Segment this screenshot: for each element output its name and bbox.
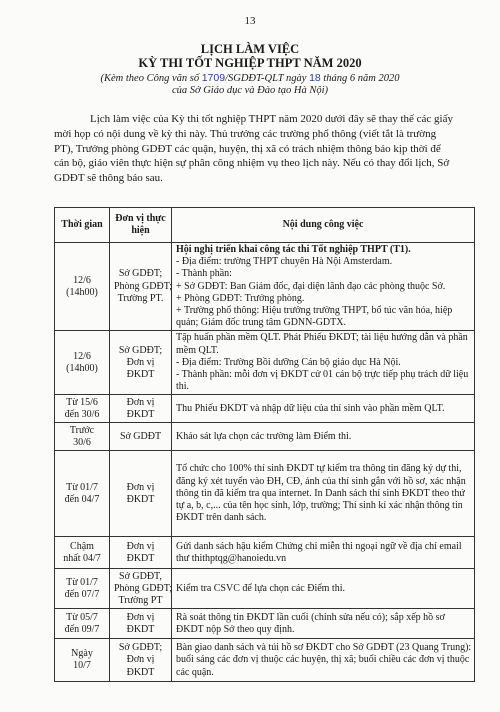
table-row	[55, 423, 475, 451]
unit-cell-line: Đơn vị	[126, 654, 155, 666]
unit-cell-line: Đơn vị	[126, 481, 155, 493]
reference-number: 1709	[201, 72, 226, 84]
time-cell	[55, 331, 110, 395]
time-cell	[55, 395, 110, 423]
content-cell-line: Gửi danh sách hậu kiểm Chứng chỉ miễn thi ngoại ngữ về địa chỉ email	[176, 540, 462, 552]
content-cell-line: mềm QLT.	[176, 344, 219, 356]
content-cell-line: thi.	[176, 381, 190, 393]
table-row	[55, 395, 475, 423]
content-cell-line: quản; Giám đốc trung tâm GDNN-GDTX.	[176, 317, 346, 329]
unit-cell	[110, 423, 172, 451]
content-cell-line: - Địa điểm: Trường Bồi dưỡng Cán bộ giáo dục Hà Nội.	[176, 356, 401, 368]
unit-cell-line: Trường PT	[118, 595, 163, 607]
time-cell	[55, 639, 110, 682]
reference-line	[0, 72, 500, 84]
content-cell-line: tự a, b, c,... của tên học sinh, lớp, trường; Thí sinh kí xác nhận thông tin	[176, 500, 463, 512]
page-number: 13	[244, 15, 256, 27]
intro-paragraph	[54, 112, 474, 186]
unit-cell-line: Sở GDĐT	[119, 430, 162, 442]
content-cell-line: các quận.	[176, 666, 214, 678]
table-row	[55, 609, 475, 639]
content-title: Hội nghị triển khai công tác thi Tốt nghiệp THPT (T1).	[176, 244, 411, 255]
time-cell	[55, 537, 110, 569]
intro-line: Lịch làm việc của Kỳ thi tốt nghiệp THPT năm 2020 dưới đây sẽ thay thế các giấy	[90, 113, 453, 125]
unit-cell-line: Sở GDĐT;	[118, 344, 163, 356]
content-cell-line: - Địa điểm: trường THPT chuyên Hà Nội Amsterdam.	[176, 256, 393, 268]
content-cell-line: ĐKDT nộp Sở theo quy định.	[176, 623, 295, 635]
time-cell-line: Từ 01/7	[66, 481, 98, 493]
unit-cell-line: Sở GDĐT;	[118, 642, 163, 654]
time-cell	[55, 243, 110, 331]
unit-cell	[110, 609, 172, 639]
content-cell	[172, 639, 475, 682]
content-cell-line: - Thành phần: mỗi đơn vị ĐKDT cử 01 cán bộ trực tiếp phụ trách dữ liệu	[176, 369, 469, 381]
unit-cell-line: Đơn vị	[126, 611, 155, 623]
unit-cell-line: Đơn vị	[126, 356, 155, 368]
content-cell-line: Tổ chức cho 100% thí sinh ĐKDT tự kiểm tra thông tin đăng ký dự thi,	[176, 463, 462, 475]
table-row	[55, 331, 475, 395]
content-cell	[172, 395, 475, 423]
time-cell-line: đến 04/7	[64, 493, 100, 505]
time-cell-line: (14h00)	[66, 286, 98, 298]
document-subtitle: KỲ THI TỐT NGHIỆP THPT NĂM 2020	[138, 56, 362, 70]
content-cell-line: Kiểm tra CSVC để lựa chọn các Điểm thi.	[176, 582, 345, 594]
intro-line: cán bộ, giáo viên thực hiện sự phân công nhiệm vụ theo lịch này. Nếu có thay đổi lịch, Sở	[54, 157, 450, 170]
content-cell	[172, 609, 475, 639]
content-cell-line: - Thành phần:	[176, 268, 232, 280]
time-cell-line: Từ 01/7	[66, 576, 98, 588]
content-cell-line: đăng ký xét tuyển vào ĐH, CĐ, ảnh của thí sinh gắn với hồ sơ, xác nhận	[176, 475, 466, 487]
time-cell	[55, 451, 110, 537]
time-cell-line: 30/6	[73, 436, 91, 448]
unit-cell	[110, 331, 172, 395]
time-cell-line: (14h00)	[66, 362, 98, 374]
unit-cell	[110, 569, 172, 609]
unit-cell-line: Sở GDĐT,	[119, 570, 162, 582]
unit-cell	[110, 395, 172, 423]
time-cell-line: 12/6	[73, 274, 91, 286]
unit-cell	[110, 451, 172, 537]
header-time: Thời gian	[55, 208, 110, 243]
unit-cell	[110, 537, 172, 569]
unit-cell-line: Phòng GDĐT;	[114, 280, 173, 292]
content-cell-line: Rà soát thông tin ĐKDT lần cuối (chỉnh sửa nếu có); sắp xếp hồ sơ	[176, 611, 445, 623]
unit-cell-line: Đơn vị	[126, 396, 155, 408]
intro-line: GDĐT sẽ thông báo sau.	[54, 172, 163, 185]
reference-code: /SGDĐT-QLT ngày	[225, 73, 310, 84]
time-cell	[55, 609, 110, 639]
time-cell-line: đến 30/6	[64, 408, 100, 420]
header-content: Nội dung công việc	[172, 208, 475, 243]
reference-prefix: (Kèm theo Công văn số	[100, 73, 202, 84]
header-unit: Đơn vị thực hiện	[110, 208, 172, 243]
reference-issuer: của Sở Giáo dục và Đào tạo Hà Nội)	[171, 85, 329, 96]
content-cell	[172, 331, 475, 395]
unit-cell-line: ĐKDT	[126, 493, 155, 505]
reference-date: tháng 6 năm 2020	[320, 73, 400, 84]
time-cell-line: Từ 05/7	[66, 611, 98, 623]
content-cell	[172, 451, 475, 537]
intro-line: mời họp có nội dung về kỳ thi này. Thủ trưởng các trường phổ thông (viết tắt là trường	[54, 127, 437, 140]
reference-day: 18	[309, 72, 321, 84]
time-cell-line: Từ 15/6	[66, 396, 98, 408]
time-cell	[55, 423, 110, 451]
content-cell-line: Khảo sát lựa chọn các trường làm Điểm thi.	[176, 430, 352, 442]
time-cell-line: 10/7	[73, 660, 91, 672]
unit-cell-line: Sở GDĐT;	[118, 268, 163, 280]
content-cell	[172, 537, 475, 569]
time-cell-line: 12/6	[73, 350, 91, 362]
unit-cell-line: ĐKDT	[126, 369, 155, 381]
content-cell-line: thư thithptqg@hanoiedu.vn	[176, 552, 287, 564]
content-cell-line: Thu Phiếu ĐKDT và nhập dữ liệu của thí sinh vào phần mềm QLT.	[176, 402, 445, 414]
table-row	[55, 569, 475, 609]
content-cell-line: + Phòng GDĐT: Trưởng phòng.	[176, 292, 305, 304]
time-cell-line: Chậm	[70, 540, 94, 552]
content-cell-line: + Sở GDĐT: Ban Giám đốc, đại diện lãnh đạo các phòng thuộc Sở.	[176, 280, 446, 292]
content-cell	[172, 423, 475, 451]
content-cell-line: + Trường phổ thông: Hiệu trưởng trường THPT, bổ túc văn hóa, hiệp	[176, 305, 453, 317]
unit-cell-line: Trường PT.	[117, 292, 164, 304]
time-cell-line: đến 09/7	[64, 623, 100, 635]
time-cell-line: nhất 04/7	[63, 552, 101, 564]
time-cell-line: đến 07/7	[64, 588, 100, 600]
time-cell	[55, 569, 110, 609]
table-row	[55, 537, 475, 569]
content-cell-line: buổi sáng các đơn vị thuộc các huyện, thị xã; buổi chiều các đơn vị thuộc	[176, 654, 470, 666]
time-cell-line: Ngày	[71, 648, 93, 660]
content-cell-line: Tập huấn phần mềm QLT. Phát Phiếu ĐKDT; tài liệu hướng dẫn và phần	[176, 332, 468, 344]
unit-cell-line: ĐKDT	[126, 666, 155, 678]
table-row	[55, 451, 475, 537]
time-cell-line: Trước	[69, 424, 95, 436]
table-row	[55, 639, 475, 682]
document-title: LỊCH LÀM VIỆC	[200, 42, 300, 56]
content-cell-line: thông tin đã kiểm tra qua internet. In Danh sách thí sinh ĐKDT theo thứ	[176, 487, 465, 499]
content-cell-line: Bàn giao danh sách và túi hồ sơ ĐKDT cho Sở GDĐT (23 Quang Trung):	[176, 642, 472, 654]
unit-cell-line: ĐKDT	[126, 623, 155, 635]
unit-cell-line: Đơn vị	[126, 540, 155, 552]
table-header-row	[55, 208, 475, 243]
schedule-table	[54, 207, 475, 682]
content-cell	[172, 569, 475, 609]
content-cell	[172, 243, 475, 331]
unit-cell	[110, 639, 172, 682]
content-cell-line: ĐKDT trên danh sách.	[176, 512, 267, 524]
unit-cell-line: ĐKDT	[126, 408, 155, 420]
intro-line: PT), Trưởng phòng GDĐT các quận, huyện, thị xã có trách nhiệm thông báo kịp thời để	[54, 142, 441, 155]
unit-cell-line: Phòng GDĐT;	[114, 582, 173, 594]
unit-cell	[110, 243, 172, 331]
table-row	[55, 243, 475, 331]
unit-cell-line: ĐKDT	[126, 552, 155, 564]
